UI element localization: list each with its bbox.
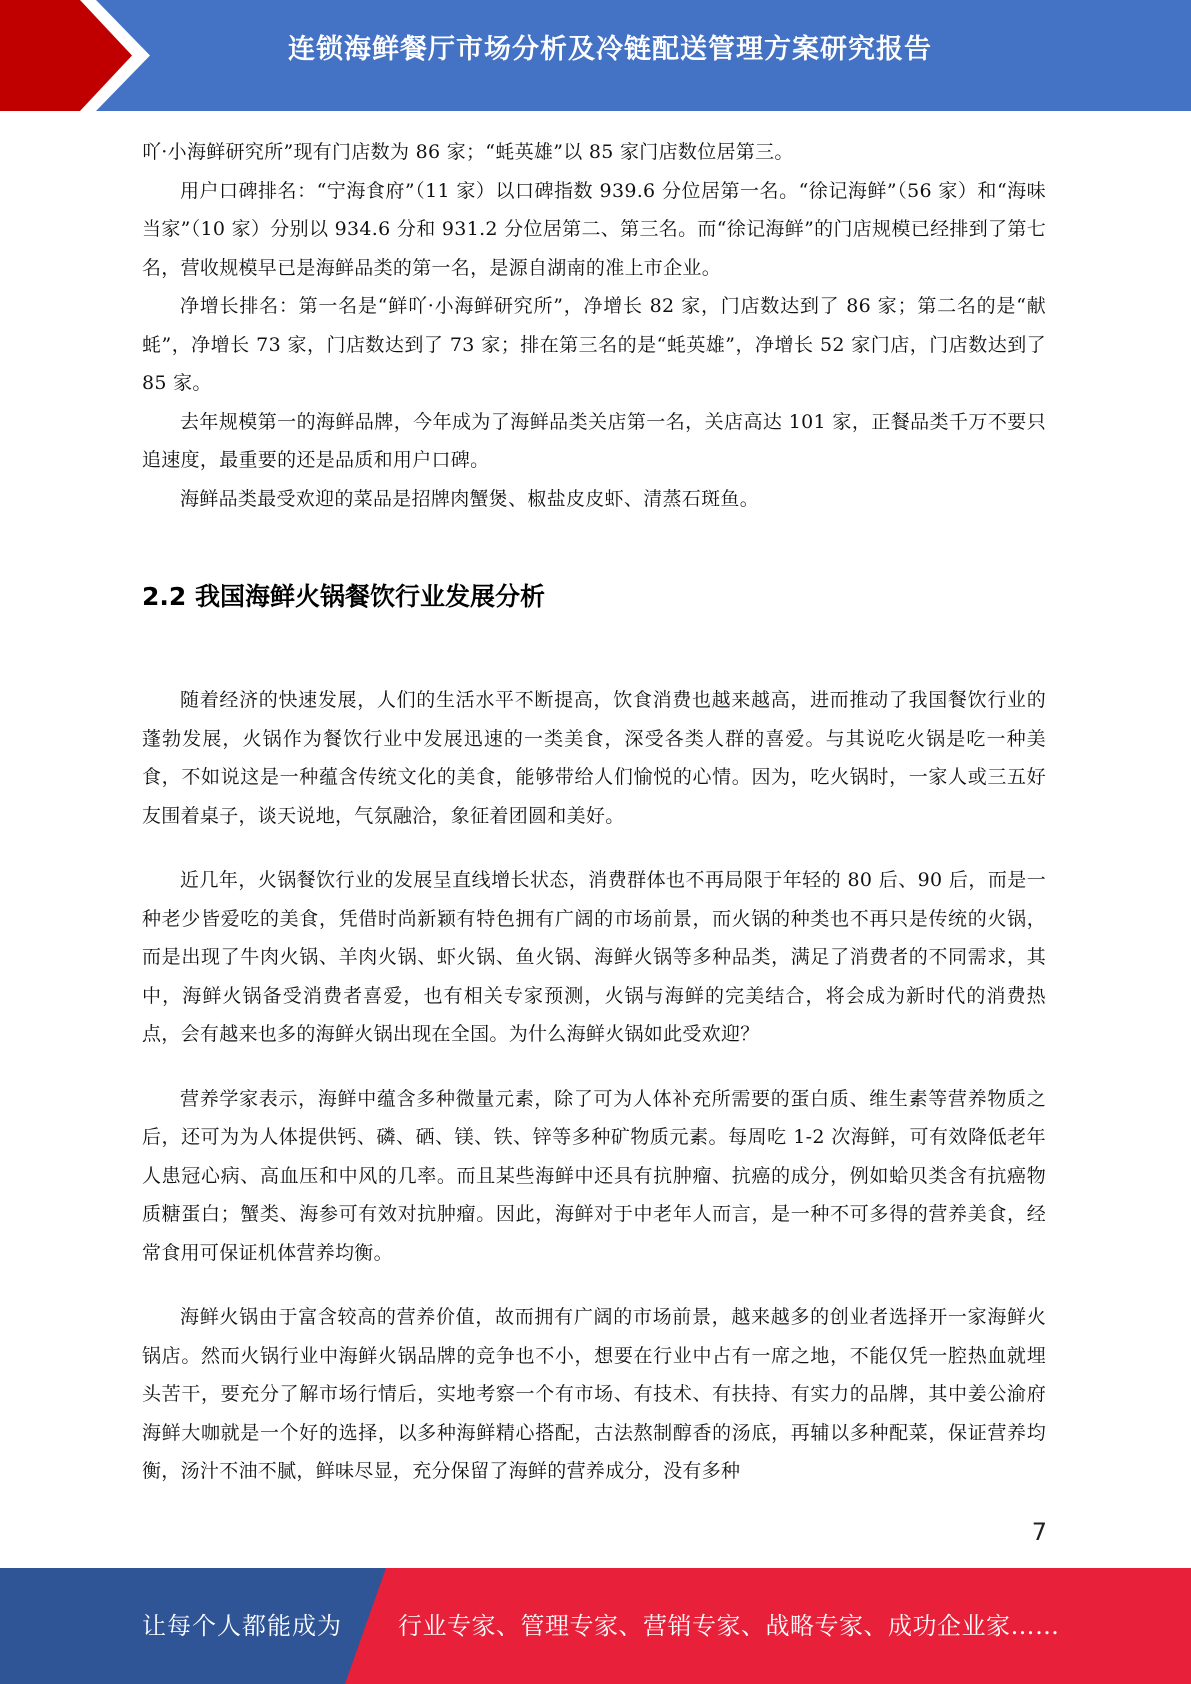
page-footer [0,1568,1191,1684]
footer-slogan-left: 让每个人都能成为 [142,1612,342,1640]
document-body [142,133,1046,1491]
header-title: 连锁海鲜餐厅市场分析及冷链配送管理方案研究报告 [288,34,932,65]
page-number: 7 [1031,1518,1047,1546]
paragraph: 海鲜品类最受欢迎的菜品是招牌肉蟹煲、椒盐皮皮虾、清蒸石斑鱼。 [180,487,760,510]
paragraph: 净增长排名：第一名是“鲜吖·小海鲜研究所”，净增长 82 家，门店数达到了 86 家；第二名的是“献蚝”，净增长 73 家，门店数达到了 73 家；排在第三名的是“蚝英雄”，净增长 52 家门店，门店数达到了 85 家。 [142,295,1046,394]
footer-slogan-right: 行业专家、管理专家、营销专家、战略专家、成功企业家…… [398,1612,1060,1640]
section-heading: 2.2 我国海鲜火锅餐饮行业发展分析 [142,582,545,611]
paragraph: 用户口碑排名：“宁海食府”（11 家）以口碑指数 939.6 分位居第一名。“徐记海鲜”（56 家）和“海味当家”（10 家）分别以 934.6 分和 931.2 分位居第二、第三名。而“徐记海鲜”的门店规模已经排到了第七名，营收规模早已是海鲜品类的第一名，是源自湖南的准上市企业。 [142,179,1046,279]
paragraph: 吖·小海鲜研究所”现有门店数为 86 家；“蚝英雄”以 85 家门店数位居第三。 [142,141,794,163]
paragraph: 营养学家表示，海鲜中蕴含多种微量元素，除了可为人体补充所需要的蛋白质、维生素等营养物质之后，还可为为人体提供钙、磷、硒、镁、铁、锌等多种矿物质元素。每周吃 1-2 次海鲜，可有效降低老年人患冠心病、高血压和中风的几率。而且某些海鲜中还具有抗肿瘤、抗癌的成分，例如蛤贝类含有抗癌物质糖蛋白；蟹类、海参可有效对抗肿瘤。因此，海鲜对于中老年人而言，是一种不可多得的营养美食，经常食用可保证机体营养均衡。 [142,1087,1046,1264]
header-chevron-icon [0,0,160,111]
paragraph: 去年规模第一的海鲜品牌，今年成为了海鲜品类关店第一名，关店高达 101 家，正餐品类千万不要只追速度，最重要的还是品质和用户口碑。 [142,410,1046,471]
paragraph: 近几年，火锅餐饮行业的发展呈直线增长状态，消费群体也不再局限于年轻的 80 后、90 后，而是一种老少皆爱吃的美食，凭借时尚新颖有特色拥有广阔的市场前景，而火锅的种类也不再只是传统的火锅，而是出现了牛肉火锅、羊肉火锅、虾火锅、鱼火锅、海鲜火锅等多种品类，满足了消费者的不同需求，其中，海鲜火锅备受消费者喜爱，也有相关专家预测，火锅与海鲜的完美结合，将会成为新时代的消费热点，会有越来也多的海鲜火锅出现在全国。为什么海鲜火锅如此受欢迎？ [142,869,1046,1045]
paragraph: 随着经济的快速发展，人们的生活水平不断提高，饮食消费也越来越高，进而推动了我国餐饮行业的蓬勃发展，火锅作为餐饮行业中发展迅速的一类美食，深受各类人群的喜爱。与其说吃火锅是吃一种美食，不如说这是一种蕴含传统文化的美食，能够带给人们愉悦的心情。因为，吃火锅时，一家人或三五好友围着桌子，谈天说地，气氛融洽，象征着团圆和美好。 [142,689,1046,827]
page-header [0,0,1191,111]
paragraph: 海鲜火锅由于富含较高的营养价值，故而拥有广阔的市场前景，越来越多的创业者选择开一家海鲜火锅店。然而火锅行业中海鲜火锅品牌的竞争也不小，想要在行业中占有一席之地，不能仅凭一腔热血就埋头苦干，要充分了解市场行情后，实地考察一个有市场、有技术、有扶持、有实力的品牌，其中姜公渝府海鲜大咖就是一个好的选择，以多种海鲜精心搭配，古法熬制醇香的汤底，再辅以多种配菜，保证营养均衡，汤汁不油不腻，鲜味尽显，充分保留了海鲜的营养成分，没有多种 [142,1306,1046,1482]
